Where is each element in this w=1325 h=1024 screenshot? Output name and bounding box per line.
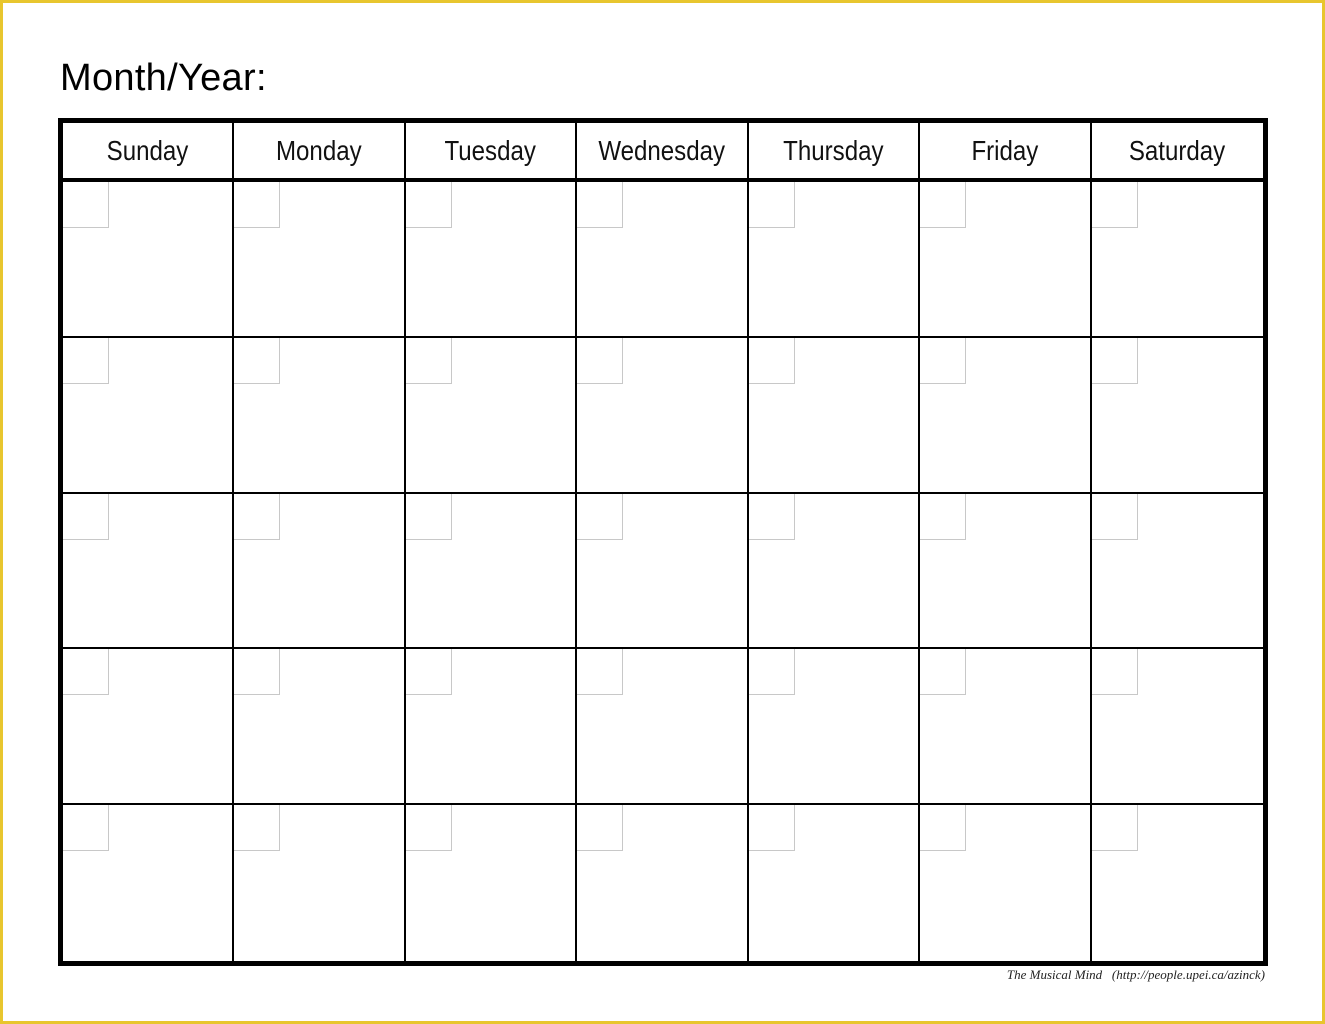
day-cell[interactable]: [577, 182, 748, 338]
date-number-box[interactable]: [749, 338, 795, 384]
date-number-box[interactable]: [63, 649, 109, 695]
day-cell[interactable]: [1092, 182, 1263, 338]
day-cell[interactable]: [63, 805, 234, 961]
day-cell[interactable]: [577, 338, 748, 494]
day-cell[interactable]: [920, 338, 1091, 494]
date-number-box[interactable]: [1092, 338, 1138, 384]
day-cell[interactable]: [749, 494, 920, 650]
day-cell[interactable]: [63, 182, 234, 338]
date-number-box[interactable]: [577, 338, 623, 384]
day-cell[interactable]: [1092, 338, 1263, 494]
weekday-header-thursday: Thursday: [749, 123, 920, 182]
day-cell[interactable]: [406, 649, 577, 805]
date-number-box[interactable]: [1092, 649, 1138, 695]
date-number-box[interactable]: [234, 182, 280, 228]
date-number-box[interactable]: [920, 805, 966, 851]
credit-footer: The Musical Mind (http://people.upei.ca/azinck): [1006, 967, 1265, 982]
day-cell[interactable]: [406, 338, 577, 494]
weekday-header-sunday: Sunday: [63, 123, 234, 182]
date-number-box[interactable]: [920, 649, 966, 695]
day-cell[interactable]: [749, 182, 920, 338]
date-number-box[interactable]: [749, 494, 795, 540]
date-number-box[interactable]: [749, 182, 795, 228]
weekday-header-wednesday: Wednesday: [577, 123, 748, 182]
day-cell[interactable]: [920, 649, 1091, 805]
date-number-box[interactable]: [1092, 494, 1138, 540]
day-cell[interactable]: [920, 494, 1091, 650]
date-number-box[interactable]: [1092, 182, 1138, 228]
date-number-box[interactable]: [63, 338, 109, 384]
day-cell[interactable]: [1092, 805, 1263, 961]
day-cell[interactable]: [577, 805, 748, 961]
date-number-box[interactable]: [577, 182, 623, 228]
day-cell[interactable]: [63, 494, 234, 650]
day-cell[interactable]: [63, 338, 234, 494]
day-cell[interactable]: [577, 494, 748, 650]
date-number-box[interactable]: [234, 494, 280, 540]
day-cell[interactable]: [406, 182, 577, 338]
day-cell[interactable]: [234, 182, 405, 338]
date-number-box[interactable]: [749, 649, 795, 695]
date-number-box[interactable]: [63, 494, 109, 540]
date-number-box[interactable]: [920, 494, 966, 540]
date-number-box[interactable]: [577, 805, 623, 851]
calendar-grid: [58, 118, 1268, 966]
date-number-box[interactable]: [406, 338, 452, 384]
date-number-box[interactable]: [406, 649, 452, 695]
date-number-box[interactable]: [234, 805, 280, 851]
date-number-box[interactable]: [234, 649, 280, 695]
day-cell[interactable]: [1092, 649, 1263, 805]
day-cell[interactable]: [63, 649, 234, 805]
day-cell[interactable]: [577, 649, 748, 805]
day-cell[interactable]: [406, 805, 577, 961]
day-cell[interactable]: [749, 805, 920, 961]
date-number-box[interactable]: [577, 649, 623, 695]
date-number-box[interactable]: [406, 805, 452, 851]
day-cell[interactable]: [920, 805, 1091, 961]
weekday-header-friday: Friday: [920, 123, 1091, 182]
day-cell[interactable]: [234, 338, 405, 494]
day-cell[interactable]: [234, 494, 405, 650]
date-number-box[interactable]: [1092, 805, 1138, 851]
weekday-header-monday: Monday: [234, 123, 405, 182]
weekday-header-saturday: Saturday: [1092, 123, 1263, 182]
day-cell[interactable]: [406, 494, 577, 650]
day-cell[interactable]: [920, 182, 1091, 338]
date-number-box[interactable]: [406, 494, 452, 540]
page-title: Month/Year:: [60, 57, 267, 99]
date-number-box[interactable]: [920, 182, 966, 228]
date-number-box[interactable]: [406, 182, 452, 228]
date-number-box[interactable]: [63, 182, 109, 228]
weekday-header-tuesday: Tuesday: [406, 123, 577, 182]
day-cell[interactable]: [749, 338, 920, 494]
day-cell[interactable]: [749, 649, 920, 805]
date-number-box[interactable]: [577, 494, 623, 540]
date-number-box[interactable]: [234, 338, 280, 384]
date-number-box[interactable]: [920, 338, 966, 384]
day-cell[interactable]: [234, 649, 405, 805]
date-number-box[interactable]: [749, 805, 795, 851]
date-number-box[interactable]: [63, 805, 109, 851]
day-cell[interactable]: [234, 805, 405, 961]
day-cell[interactable]: [1092, 494, 1263, 650]
